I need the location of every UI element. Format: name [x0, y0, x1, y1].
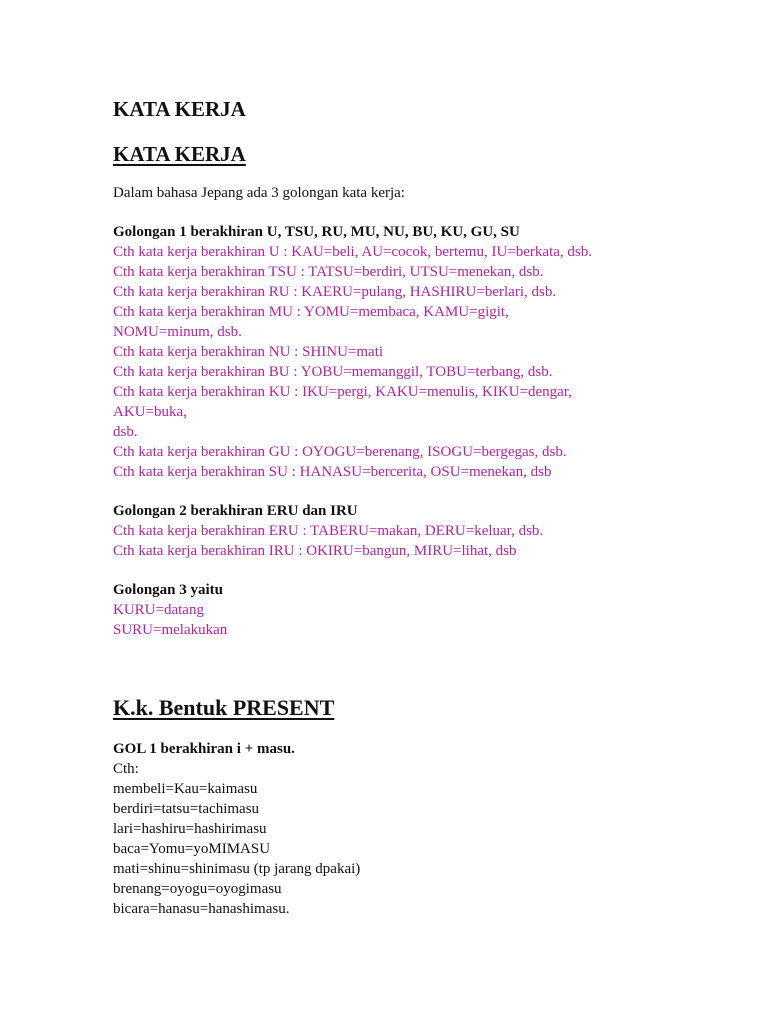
- present-line: berdiri=tatsu=tachimasu: [113, 801, 260, 817]
- group1-line: AKU=buka,: [113, 404, 187, 420]
- group1-line: Cth kata kerja berakhiran TSU : TATSU=berdiri, UTSU=menekan, dsb.: [113, 264, 544, 280]
- group2-line: Cth kata kerja berakhiran IRU : OKIRU=bangun, MIRU=lihat, dsb: [113, 543, 517, 559]
- group1-line: Cth kata kerja berakhiran GU : OYOGU=berenang, ISOGU=bergegas, dsb.: [113, 444, 567, 460]
- group1-line: Cth kata kerja berakhiran NU : SHINU=mati: [113, 344, 384, 360]
- present-line: lari=hashiru=hashirimasu: [113, 821, 267, 837]
- group1-line: Cth kata kerja berakhiran KU : IKU=pergi, KAKU=menulis, KIKU=dengar,: [113, 384, 572, 400]
- present-line: baca=Yomu=yoMIMASU: [113, 841, 271, 857]
- group1-heading: Golongan 1 berakhiran U, TSU, RU, MU, NU, BU, KU, GU, SU: [113, 224, 520, 240]
- present-heading: K.k. Bentuk PRESENT: [113, 695, 335, 720]
- group2-heading: Golongan 2 berakhiran ERU dan IRU: [113, 503, 358, 519]
- section-title-kata-kerja: KATA KERJA: [113, 142, 246, 166]
- present-line: brenang=oyogu=oyogimasu: [113, 881, 282, 897]
- page-title: KATA KERJA: [113, 97, 246, 121]
- group2-line: Cth kata kerja berakhiran ERU : TABERU=makan, DERU=keluar, dsb.: [113, 523, 544, 539]
- intro-text: Dalam bahasa Jepang ada 3 golongan kata kerja:: [113, 185, 405, 201]
- present-line: mati=shinu=shinimasu (tp jarang dpakai): [113, 861, 361, 877]
- group1-line: Cth kata kerja berakhiran SU : HANASU=bercerita, OSU=menekan, dsb: [113, 464, 552, 480]
- group1-line: Cth kata kerja berakhiran BU : YOBU=memanggil, TOBU=terbang, dsb.: [113, 364, 553, 380]
- present-line: membeli=Kau=kaimasu: [113, 781, 258, 797]
- present-subheading: GOL 1 berakhiran i + masu.: [113, 741, 295, 757]
- group1-line: NOMU=minum, dsb.: [113, 324, 242, 340]
- group3-line: SURU=melakukan: [113, 622, 228, 638]
- group1-line: Cth kata kerja berakhiran U : KAU=beli, AU=cocok, bertemu, IU=berkata, dsb.: [113, 244, 592, 260]
- group1-line: Cth kata kerja berakhiran RU : KAERU=pulang, HASHIRU=berlari, dsb.: [113, 284, 557, 300]
- group3-heading: Golongan 3 yaitu: [113, 582, 224, 598]
- present-line: Cth:: [113, 761, 139, 777]
- group1-line: dsb.: [113, 424, 138, 440]
- present-line: bicara=hanasu=hanashimasu.: [113, 901, 290, 917]
- group3-line: KURU=datang: [113, 602, 204, 618]
- group1-line: Cth kata kerja berakhiran MU : YOMU=membaca, KAMU=gigit,: [113, 304, 509, 320]
